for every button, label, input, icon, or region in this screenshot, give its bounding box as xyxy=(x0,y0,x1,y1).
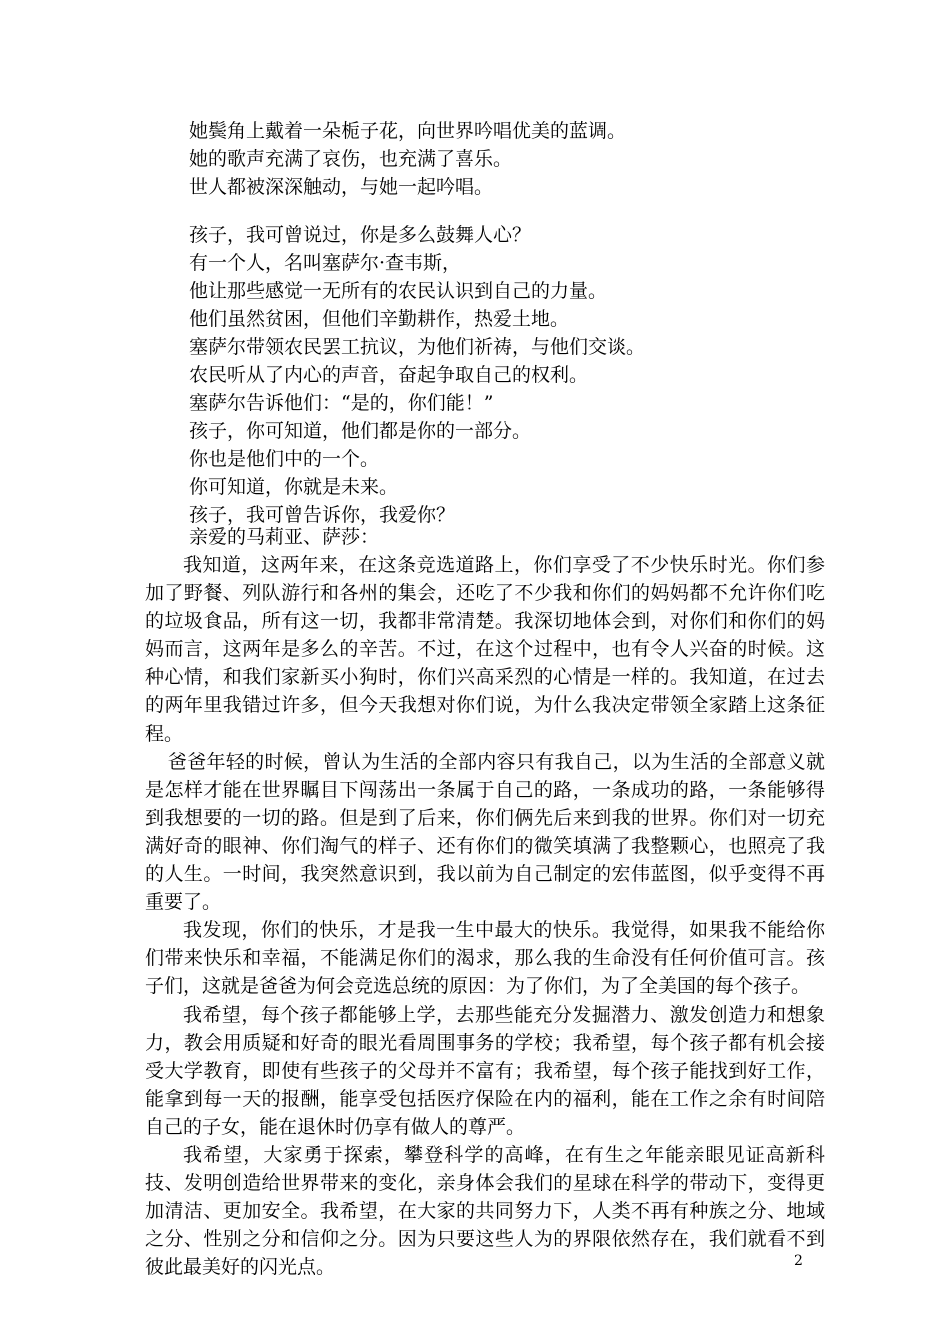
letter-paragraph: 我希望，每个孩子都能够上学，去那些能充分发掘潜力、激发创造力和想象力，教会用质疑和好奇的眼光看周围事务的学校；我希望，每个孩子都有机会接受大学教育，即使有些孩子的父母并不富有；我希望，每个孩子能找到好工作，能拿到每一天的报酬，能享受包括医疗保险在内的福利，能在工作之余有时间陪自己的子女，能在退休时仍享有做人的尊严。 xyxy=(145,1003,825,1138)
poem-line: 他让那些感觉一无所有的农民认识到自己的力量。 xyxy=(189,280,608,302)
poem-line: 塞萨尔告诉他们：“是的，你们能！” xyxy=(189,392,494,414)
poem-line: 农民听从了内心的声音，奋起争取自己的权利。 xyxy=(189,364,589,386)
poem-line: 塞萨尔带领农民罢工抗议，为他们祈祷，与他们交谈。 xyxy=(189,336,646,358)
poem-stanza-2 xyxy=(189,221,829,529)
poem-line: 你也是他们中的一个。 xyxy=(189,448,380,470)
letter-paragraph: 我发现，你们的快乐，才是我一生中最大的快乐。我觉得，如果我不能给你们带来快乐和幸福，不能满足你们的渴求，那么我的生命没有任何价值可言。孩子们，这就是爸爸为何会竞选总统的原因：为了你们，为了全美国的每个孩子。 xyxy=(145,919,825,998)
letter-paragraph: 我知道，这两年来，在这条竞选道路上，你们享受了不少快乐时光。你们参加了野餐、列队游行和各州的集会，还吃了不少我和你们的妈妈都不允许你们吃的垃圾食品，所有这一切，我都非常清楚。我深切地体会到，对你们和你们的妈妈而言，这两年是多么的辛苦。不过，在这个过程中，也有令人兴奋的时候。这种心情，和我们家新买小狗时，你们兴高采烈的心情是一样的。我知道，在过去的两年里我错过许多，但今天我想对你们说，为什么我决定带领全家踏上这条征程。 xyxy=(145,554,825,745)
poem-stanza-1 xyxy=(189,117,829,201)
letter-paragraph: 我希望，大家勇于探索，攀登科学的高峰，在有生之年能亲眼见证高新科技、发明创造给世界带来的变化，亲身体会我们的星球在科学的带动下，变得更加清洁、更加安全。我希望，在大家的共同努力下，人类不再有种族之分、地域之分、性别之分和信仰之分。因为只要这些人为的界限依然存在，我们就看不到彼此最美好的闪光点。 xyxy=(145,1143,825,1279)
poem-line: 孩子，你可知道，他们都是你的一部分。 xyxy=(189,420,532,442)
poem-line: 你可知道，你就是未来。 xyxy=(189,476,399,498)
page-number: 2 xyxy=(794,1253,803,1269)
letter-paragraph: 爸爸年轻的时候，曾认为生活的全部内容只有我自己，以为生活的全部意义就是怎样才能在世界瞩目下闯荡出一条属于自己的路，一条成功的路，一条能够得到我想要的一切的路。但是到了后来，你们俩先后来到我的世界。你们对一切充满好奇的眼神、你们淘气的样子、还有你们的微笑填满了我整颗心，也照亮了我的人生。一时间，我突然意识到，我以前为自己制定的宏伟蓝图，似乎变得不再重要了。 xyxy=(145,750,825,914)
poem-line: 她的歌声充满了哀伤，也充满了喜乐。 xyxy=(189,148,513,170)
poem-line: 他们虽然贫困，但他们辛勤耕作，热爱土地。 xyxy=(189,308,570,330)
poem-line: 孩子，我可曾告诉你，我爱你？ xyxy=(189,504,456,526)
poem-line: 孩子，我可曾说过，你是多么鼓舞人心？ xyxy=(189,224,532,246)
poem-line: 她鬓角上戴着一朵栀子花，向世界吟唱优美的蓝调。 xyxy=(189,120,627,142)
letter-body xyxy=(145,551,825,1281)
poem-line: 有一个人，名叫塞萨尔·查韦斯， xyxy=(189,252,462,274)
poem-line: 世人都被深深触动，与她一起吟唱。 xyxy=(189,176,494,198)
letter-salutation: 亲爱的马莉亚、萨莎： xyxy=(189,526,380,548)
